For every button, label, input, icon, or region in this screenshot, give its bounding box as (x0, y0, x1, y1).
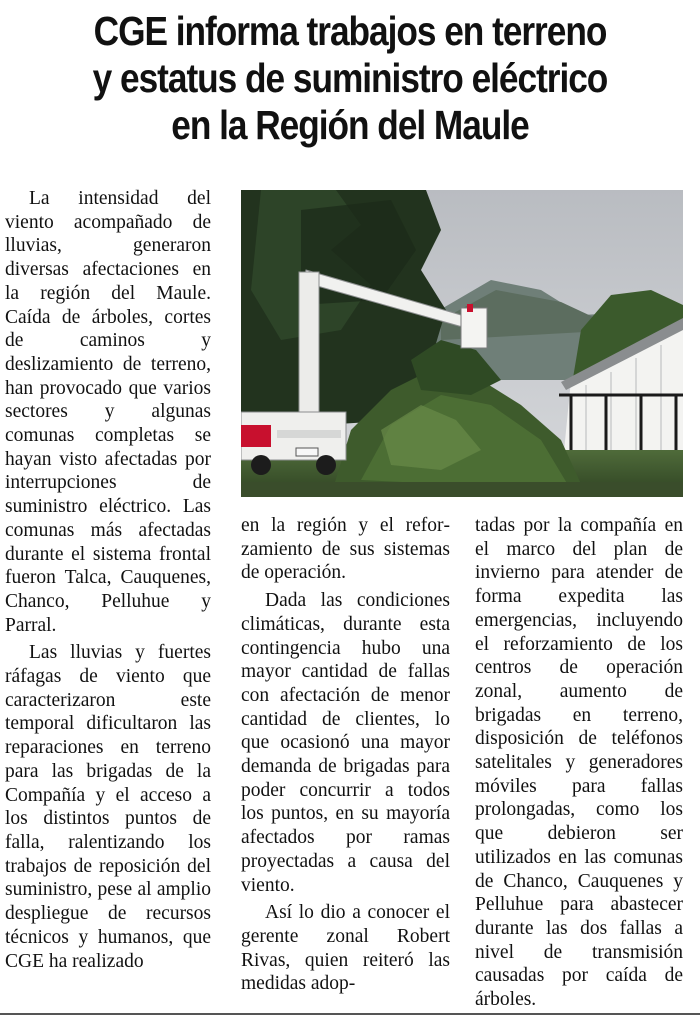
article-column-1 (5, 187, 211, 973)
page-bottom-rule (0, 1013, 700, 1015)
paragraph: tadas por la compañía en el marco del plan de invierno para atender de forma expedita las emergencias, incluyendo el reforzamiento de los centros de operación zonal, aumento de brigadas en terreno, disposición de teléfonos satelitales y generadores móviles para fallas prolongadas, como los que debieron ser utilizados en las comunas de Chanco, Cauquenes y Pelluhue para abastecer durante las dos fallas a nivel de transmisión causadas por caída de árboles. (475, 515, 683, 1011)
news-photo (241, 190, 683, 497)
article-column-3 (475, 514, 683, 1012)
paragraph: La intensidad del viento acompañado de lluvias, generaron diversas afectaciones en la región del Maule. Caída de árboles, cortes de caminos y deslizamiento de terreno, han provocado que varios sectores y algunas comunas completas se hayan visto afectadas por interrupciones de suministro eléctrico. Las comunas más afectadas durante el sistema frontal fueron Talca, Cauquenes, Chanco, Pelluhue y Parral. (5, 188, 211, 636)
article-column-2 (241, 514, 450, 996)
headline-line-3: en la Región del Maule (171, 102, 529, 148)
headline-line-1: CGE informa trabajos en terreno (93, 8, 607, 54)
paragraph: Dada las condiciones climáticas, durante esta contingencia hubo una mayor cantidad de fallas con afectación de menor cantidad de clientes, lo que ocasionó una mayor demanda de brigadas para poder concurrir a todos los puntos, en su mayoría afectados por ramas proyectadas a causa del viento. (241, 590, 450, 896)
paragraph: Las lluvias y fuertes ráfagas de viento que caracterizaron este temporal dificultaron las reparaciones en terreno para las brigadas de la Compañía y el acceso a los distintos puntos de falla, ralentizando los trabajos de reposición del suministro, pese al amplio despliegue de recursos técnicos y humanos, que CGE ha realizado (5, 642, 211, 972)
paragraph: Así lo dio a conocer el gerente zonal Robert Rivas, quien reiteró las medidas adop- (241, 902, 450, 995)
utility-truck-photo (241, 190, 683, 497)
paragraph: en la región y el reforzamiento de sus sistemas de operación. (241, 515, 450, 584)
headline-line-2: y estatus de suministro eléctrico (92, 55, 608, 101)
headline (49, 8, 651, 149)
